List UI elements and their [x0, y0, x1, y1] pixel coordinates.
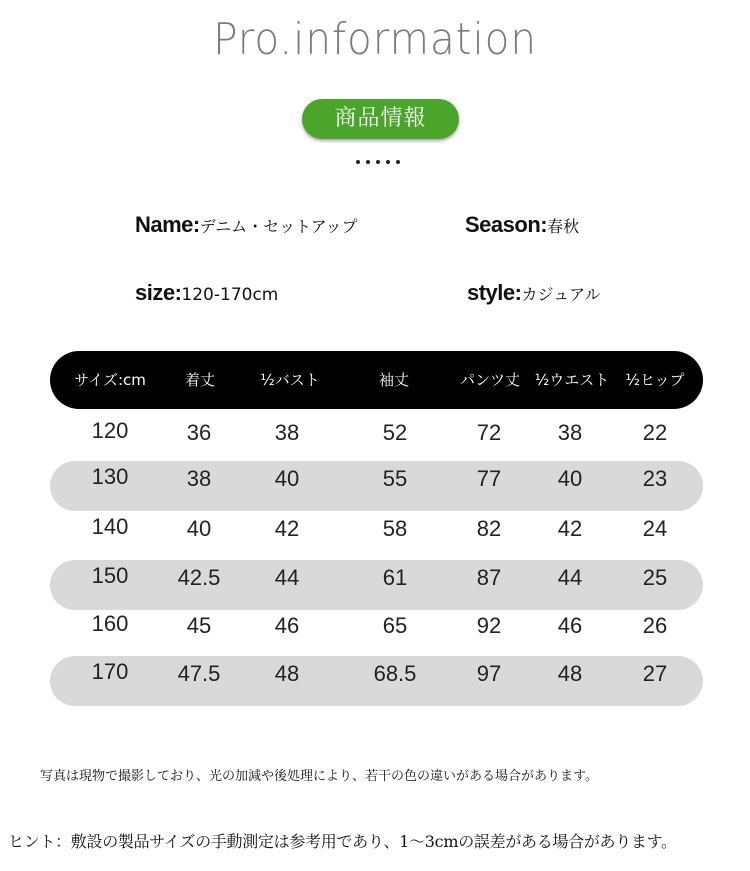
table-cell: 46 [274, 613, 300, 638]
table-cell: 61 [382, 565, 408, 590]
table-cell: 46 [557, 613, 583, 638]
size-label: size: [135, 280, 182, 305]
measurement-hint: ヒント：敷設の製品サイズの手動測定は参考用であり、1～3cmの誤差がある場合があります。 [8, 832, 677, 851]
table-cell: 82 [476, 516, 502, 541]
table-cell: 130 [91, 464, 129, 489]
style-field [467, 280, 601, 306]
table-row-shade [50, 560, 703, 610]
name-value: デニム・セットアップ [199, 217, 358, 236]
table-cell: 58 [382, 516, 408, 541]
header-pants-length: パンツ丈 [459, 371, 521, 389]
table-cell: 38 [186, 466, 212, 491]
table-cell: 140 [91, 514, 129, 539]
table-row-shade [50, 461, 703, 511]
table-cell: 55 [382, 466, 408, 491]
size-field [135, 280, 278, 306]
table-cell: 27 [642, 661, 668, 686]
header-sleeve: 袖丈 [378, 371, 410, 389]
table-cell: 42 [557, 516, 583, 541]
season-label: Season: [465, 212, 548, 237]
photo-disclaimer: 写真は現物で撮影しており、光の加減や後処理により、若干の色の違いがある場合があります。 [40, 769, 598, 784]
table-cell: 24 [642, 516, 668, 541]
season-field [465, 212, 579, 238]
table-cell: 87 [476, 565, 502, 590]
table-cell: 23 [642, 466, 668, 491]
table-cell: 38 [557, 420, 583, 445]
table-cell: 26 [642, 613, 668, 638]
table-cell: 40 [557, 466, 583, 491]
table-cell: 77 [476, 466, 502, 491]
name-label: Name: [135, 212, 200, 237]
name-field [135, 212, 358, 238]
table-cell: 160 [91, 611, 129, 636]
dot-divider [356, 160, 406, 168]
table-cell: 97 [476, 661, 502, 686]
header-waist: ½ウエスト [534, 371, 610, 389]
table-cell: 40 [186, 516, 212, 541]
season-value: 春秋 [547, 217, 580, 236]
table-cell: 25 [642, 565, 668, 590]
table-cell: 36 [186, 420, 212, 445]
header-size: サイズ:cm [74, 371, 146, 389]
table-cell: 22 [642, 420, 668, 445]
table-cell: 150 [91, 563, 129, 588]
table-cell: 52 [382, 420, 408, 445]
table-cell: 72 [476, 420, 502, 445]
table-cell: 42 [274, 516, 300, 541]
size-value: 120-170cm [181, 285, 279, 305]
header-hip: ½ヒップ [625, 371, 685, 389]
table-cell: 47.5 [177, 661, 221, 686]
table-cell: 65 [382, 613, 408, 638]
page-title: Pro.information [213, 14, 537, 65]
style-label: style: [467, 280, 522, 305]
table-cell: 42.5 [177, 565, 221, 590]
size-table-header [50, 351, 703, 409]
table-cell: 40 [274, 466, 300, 491]
table-cell: 48 [557, 661, 583, 686]
table-cell: 38 [274, 420, 300, 445]
header-length: 着丈 [184, 371, 216, 389]
product-info-badge: 商品情報 [302, 99, 459, 139]
table-cell: 45 [186, 613, 212, 638]
style-value: カジュアル [521, 285, 601, 304]
table-cell: 92 [476, 613, 502, 638]
table-cell: 44 [557, 565, 583, 590]
header-bust: ½バスト [260, 371, 320, 389]
table-cell: 68.5 [373, 661, 417, 686]
table-cell: 170 [91, 659, 129, 684]
table-cell: 120 [91, 418, 129, 443]
table-cell: 44 [274, 565, 300, 590]
table-cell: 48 [274, 661, 300, 686]
